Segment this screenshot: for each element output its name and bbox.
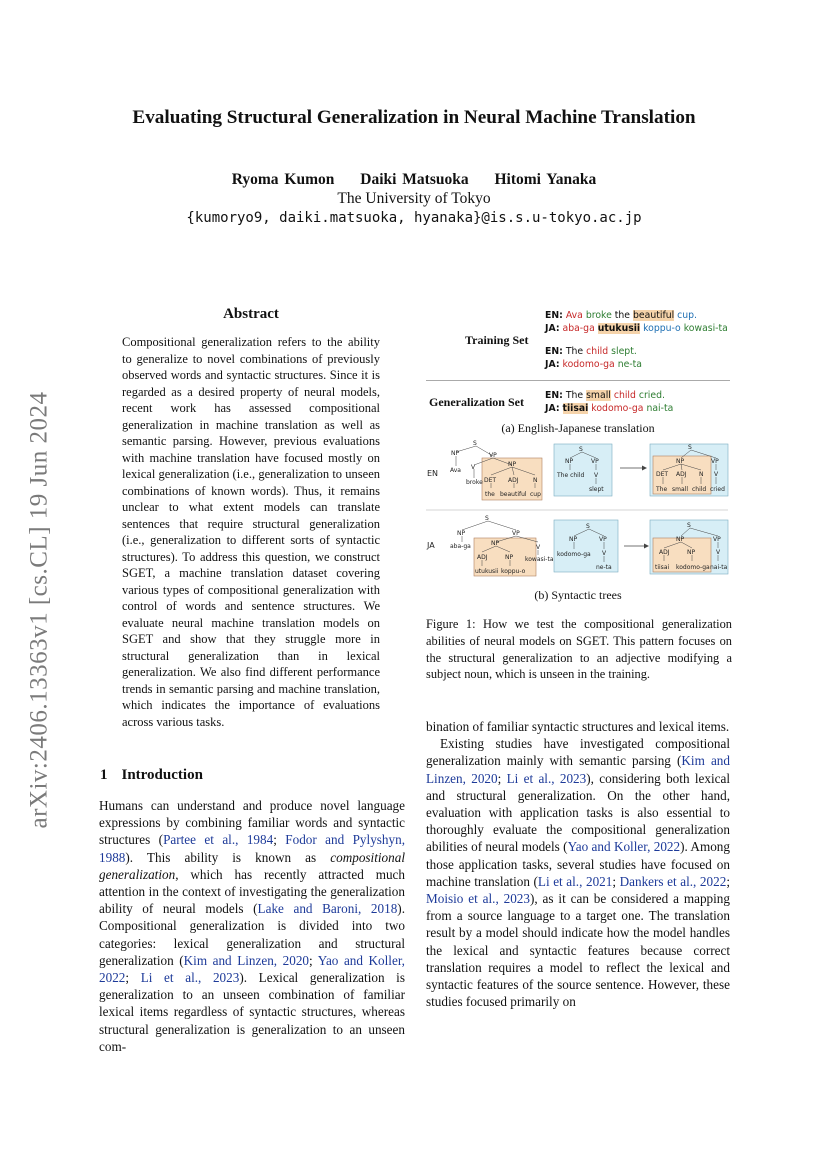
tree-node: NP <box>505 554 514 561</box>
text-run: Existing studies have investigated compositional generalization mainly with semantic parsing ( <box>426 736 730 769</box>
text-run: , which has recently attracted much attention in the context of investigating the generalization ability of neural models ( <box>99 866 405 917</box>
word: cried. <box>638 390 665 401</box>
tree-leaf: beautiful <box>500 491 527 498</box>
text-run: ). Compositional generalization is divided into two categories: lexical generalization and structural generalization ( <box>99 901 405 968</box>
word: child <box>586 346 609 357</box>
author-list <box>90 171 738 189</box>
text-run: ). Among those application tasks, several studies have focused on machine translation ( <box>426 839 730 889</box>
abstract-text: Compositional generalization refers to the ability to generalize to novel combinations of previously observed words and syntactic structures. Since it is regarded as a desired property of neural models, recent work has assessed compositional generalization in machine translation as well as semantic parsing. However, previous evaluations with machine translation have focused mostly on lexical generalization (i.e., generalization to unseen combinations of known words). Thus, it remains unclear to what extent models can translate sentences that require structural generalization (i.e., generalization to different sorts of syntactic structures). To address this question, we construct SGET, a machine translation dataset covering various types of compositional generalization with control of words and sentence structures. We evaluate neural machine translation models on SGET and show that they struggle more in structural generalization than in lexical generalization. We also find different performance trends in semantic parsing and machine translation, which indicates the importance of evaluations across various tasks. <box>122 335 380 729</box>
section-heading <box>100 767 400 784</box>
tree-node: NP <box>569 536 578 543</box>
tree-node: VP <box>489 452 497 459</box>
en-prefix: EN: <box>545 310 563 321</box>
tree-node: NP <box>676 458 685 465</box>
ja-prefix: JA: <box>545 323 560 334</box>
text-run: ; <box>726 873 730 889</box>
tree-node: S <box>586 523 590 530</box>
tree-node: ADJ <box>508 477 519 484</box>
tree-node: NP <box>565 458 574 465</box>
tree-leaf: nai-ta <box>710 564 728 571</box>
tree-node: V <box>716 549 721 556</box>
word: koppu-o <box>643 323 681 334</box>
word: kowasi-ta <box>683 323 728 334</box>
citation-link[interactable]: Li et al., 2023 <box>506 770 587 786</box>
intro-paragraph-1 <box>99 797 405 1055</box>
tree-node: S <box>579 446 583 453</box>
word: ne-ta <box>617 359 642 370</box>
word: slept. <box>611 346 637 357</box>
text-run: ). This ability is known as <box>125 849 331 865</box>
tree-node: ADJ <box>659 549 670 556</box>
tree-leaf: kodomo-ga <box>676 564 710 571</box>
section-title: Introduction <box>121 767 203 783</box>
tree-node: V <box>714 471 719 478</box>
tree-leaf: kowasi-ta <box>525 556 554 563</box>
figure-divider <box>426 380 730 381</box>
train1-en-sentence <box>545 309 697 322</box>
text-run: ), as it can be considered a mapping from a source language to a target one. The translation result by a model should indicate how the model handles the lexical and syntactic features because correct translation requires a model to reflect the lexical and syntactic features of the source sentence. However, these studies focused primarily on <box>426 891 730 1010</box>
citation-link[interactable]: Fodor and Pylyshyn, 1988 <box>99 832 405 865</box>
tree-node: NP <box>676 536 685 543</box>
word: The <box>565 346 584 357</box>
tree-node: VP <box>713 536 721 543</box>
word: child <box>613 390 636 401</box>
figure-caption: Figure 1: How we test the compositional generalization abilities of neural models on SGET. This pattern focuses on the structural generalization to an adjective modifying a subject noun, which is unseen in the training. <box>426 617 732 682</box>
text-run: ; <box>309 952 318 968</box>
text-run-split: ). Lexical generalization is generalization to an unseen combination of familiar lexical items regardless of syntactic structures, whereas structural generalization is generalization to an unseen com- <box>99 970 405 1054</box>
word: The <box>565 390 584 401</box>
tree-leaf: Ava <box>450 467 461 474</box>
en-prefix: EN: <box>545 346 563 357</box>
author-name: Ryoma Kumon <box>231 171 335 188</box>
train2-en-sentence <box>545 345 637 358</box>
emphasis-text: compositional generalization <box>99 849 405 882</box>
author-name: Daiki Matsuoka <box>360 171 469 188</box>
author-emails: {kumoryo9, daiki.matsuoka, hyanaka}@is.s.u-tokyo.ac.jp <box>186 210 642 226</box>
tree-leaf: koppu-o <box>501 568 526 575</box>
text-run: Humans can understand and produce novel language expressions by combining familiar words and syntactic structures ( <box>99 798 405 848</box>
tree-node: S <box>687 522 691 529</box>
subcaption-b: (b) Syntactic trees <box>534 588 622 602</box>
train1-ja-sentence <box>545 322 728 335</box>
citation-link[interactable]: Li et al., 2021 <box>537 873 613 889</box>
word: tiisai <box>562 403 589 414</box>
text-run: ; <box>125 970 141 986</box>
tree-node: V <box>471 464 476 471</box>
tree-node: VP <box>591 458 599 465</box>
word: cup. <box>677 310 698 321</box>
abstract-heading: Abstract <box>223 306 279 322</box>
tree-node: S <box>688 444 692 451</box>
ja-prefix: JA: <box>545 403 560 414</box>
subcaption-a: (a) English-Japanese translation <box>501 421 655 435</box>
tree-node: S <box>473 440 477 447</box>
tree-node: DET <box>656 471 669 478</box>
citation-link[interactable]: Li et al., 2023 <box>140 970 240 986</box>
author-name: Hitomi Yanaka <box>494 171 597 188</box>
tree-node: S <box>485 515 489 522</box>
tree-node: NP <box>687 549 696 556</box>
tree-leaf: kodomo-ga <box>557 551 591 558</box>
ja-prefix: JA: <box>545 359 560 370</box>
tree-node: NP <box>451 450 460 457</box>
tree-leaf: The child <box>557 472 585 479</box>
citation-link[interactable]: Moisio et al., 2023 <box>426 891 530 907</box>
tree-node: NP <box>508 461 517 468</box>
word: small <box>586 390 611 401</box>
tree-leaf: the <box>485 491 495 498</box>
tree-node: V <box>602 550 607 557</box>
tree-leaf: ne-ta <box>596 564 612 571</box>
text-run: ; <box>273 832 286 848</box>
en-prefix: EN: <box>545 390 563 401</box>
tree-leaf: broke <box>466 479 483 486</box>
intro-paragraph-2 <box>426 735 730 1010</box>
tree-node: V <box>594 472 599 479</box>
tree-node: VP <box>711 458 719 465</box>
arxiv-stamp-text: arXiv:2406.13363v1 [cs.CL] 19 Jun 2024 <box>26 391 53 829</box>
word: the <box>614 310 631 321</box>
citation-link[interactable]: Lake and Baroni, 2018 <box>257 901 398 917</box>
tree-node: DET <box>484 477 497 484</box>
tree-node: ADJ <box>477 554 488 561</box>
tree-leaf: tiisai <box>655 564 670 571</box>
tree-leaf: The <box>656 486 668 493</box>
word: aba-ga <box>562 323 595 334</box>
paper-title: Evaluating Structural Generalization in Neural Machine Translation <box>132 107 696 128</box>
word: nai-ta <box>646 403 674 414</box>
intro-column-right <box>426 718 730 1010</box>
citation-link[interactable]: Yao and Koller, 2022 <box>567 839 681 855</box>
word: beautiful <box>633 310 675 321</box>
tree-leaf: cried <box>710 486 725 493</box>
tree-leaf: small <box>672 486 688 493</box>
text-run-split: bination of familiar syntactic structures and lexical items. <box>426 719 730 734</box>
generalization-set-label: Generalization Set <box>429 395 524 409</box>
tree-node: VP <box>512 530 520 537</box>
word: Ava <box>565 310 583 321</box>
tree-node: N <box>699 471 704 478</box>
citation-link[interactable]: Dankers et al., 2022 <box>619 873 727 889</box>
word: kodomo-ga <box>562 359 615 370</box>
section-number: 1 <box>100 767 108 783</box>
citation-link[interactable]: Partee et al., 1984 <box>163 832 274 848</box>
tree-node: NP <box>457 530 466 537</box>
citation-link[interactable]: Kim and Linzen, 2020 <box>183 952 310 968</box>
gen-ja-sentence <box>545 402 673 415</box>
affiliation: The University of Tokyo <box>337 190 491 207</box>
arxiv-stamp <box>22 370 58 850</box>
gen-en-sentence <box>545 389 665 402</box>
word: broke <box>585 310 612 321</box>
citation-link[interactable]: Kim and Linzen, 2020 <box>426 753 730 786</box>
tree-lang-en: EN <box>427 469 439 478</box>
intro-paragraph-1-cont <box>426 718 730 735</box>
text-run: ), considering both lexical and structural generalization. On the other hand, evaluation with application tasks is also essential to thoroughly evaluate the compositional generalization abilities of neural models ( <box>426 770 730 855</box>
tree-leaf: utukusii <box>475 568 499 575</box>
tree-node: VP <box>599 536 607 543</box>
tree-node: ADJ <box>676 471 687 478</box>
text-run: ; <box>497 770 507 786</box>
word: kodomo-ga <box>591 403 644 414</box>
citation-link[interactable]: Yao and Koller, 2022 <box>99 952 405 986</box>
word: utukusii <box>597 323 641 334</box>
tree-node: V <box>536 544 541 551</box>
tree-leaf: cup <box>530 491 541 498</box>
tree-leaf: aba-ga <box>450 543 471 550</box>
tree-node: N <box>533 477 538 484</box>
tree-leaf: slept <box>589 486 604 493</box>
training-set-label: Training Set <box>465 333 529 347</box>
tree-lang-ja: JA <box>427 541 435 550</box>
text-run: ; <box>612 873 620 889</box>
train2-ja-sentence <box>545 358 642 371</box>
tree-leaf: child <box>692 486 707 493</box>
tree-node: NP <box>491 540 500 547</box>
syntactic-trees-figure <box>424 438 730 584</box>
